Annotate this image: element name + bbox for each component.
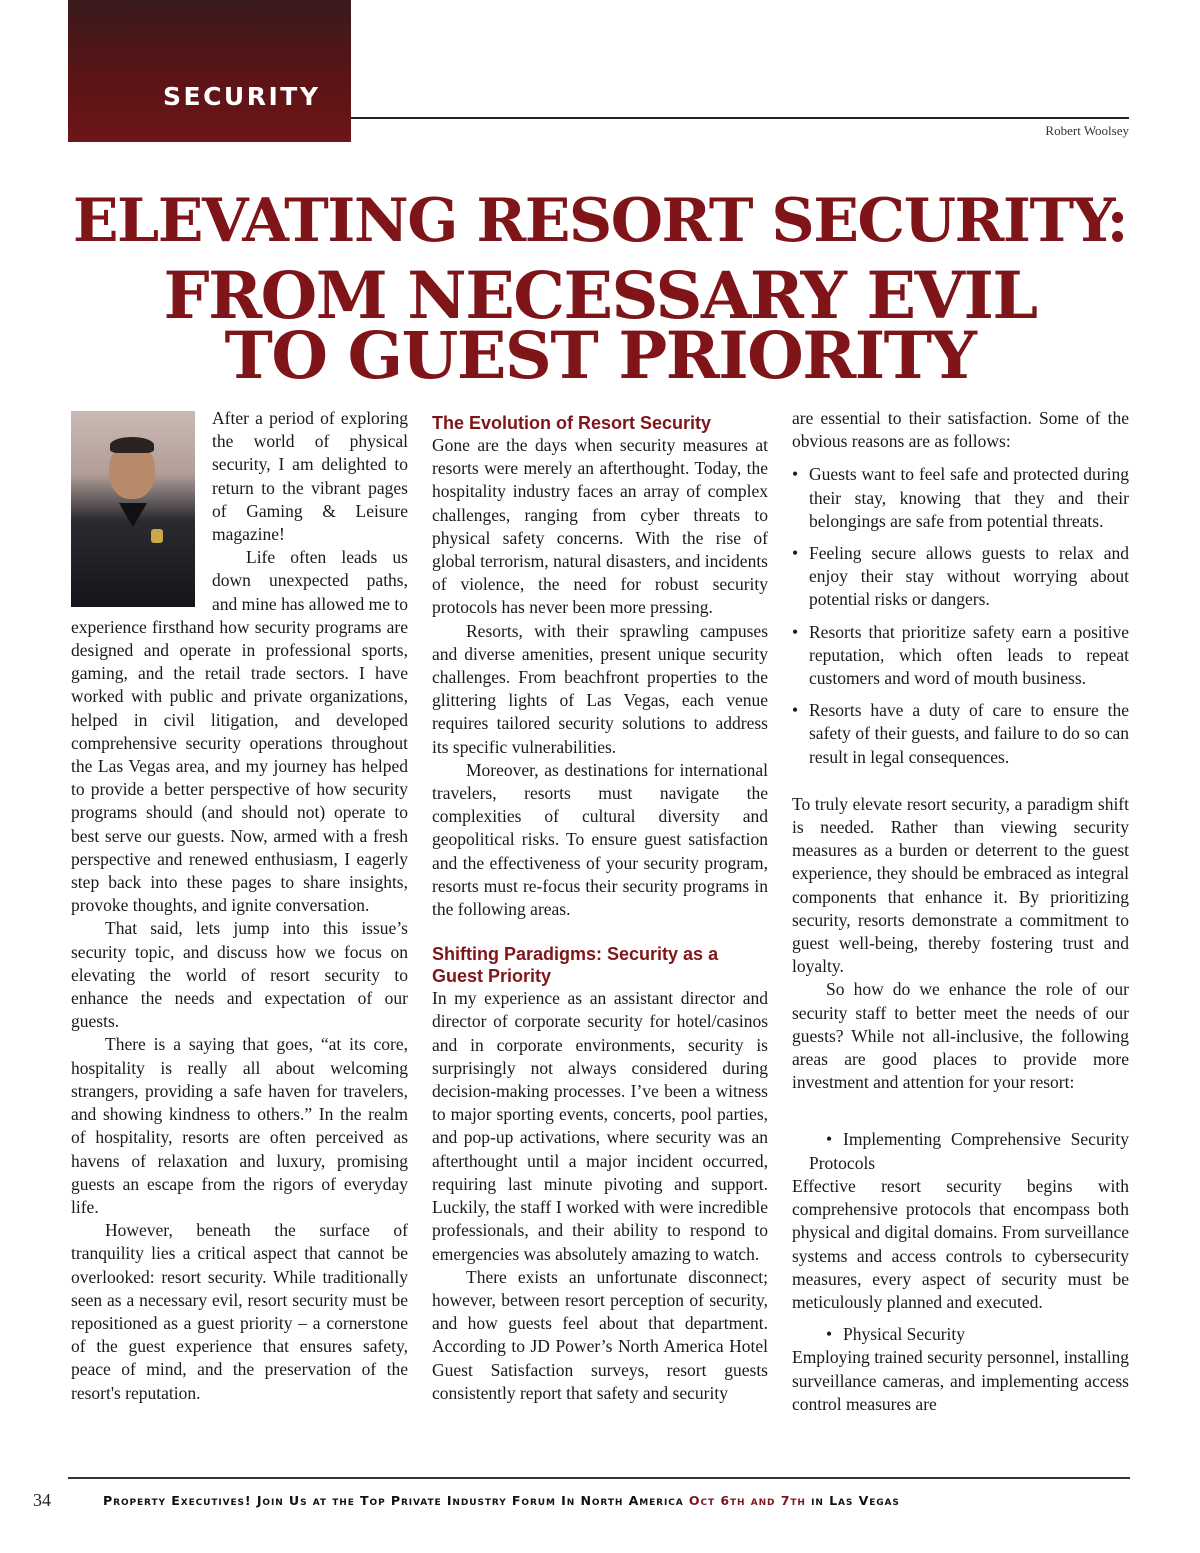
headline-line-2: FROM NECESSARY EVIL [163,258,1037,334]
list-item: • Guests want to feel safe and protected during their stay, knowing that they and their belongings are safe from potential threats. [792,463,1129,533]
spacer [792,1314,1129,1323]
spacer [792,778,1129,793]
paragraph: To truly elevate resort security, a paradigm shift is needed. Rather than viewing security measures as a burden or deterrent to the guest experience, they should be embraced as integral components that enhance it. By prioritizing security, resorts demonstrate a commitment to guest well-being, thereby fostering trust and loyalty. [792,793,1129,977]
paragraph: Resorts, with their sprawling campuses and diverse amenities, present unique security challenges. From beachfront properties to the glittering lights of Las Vegas, each venue requires tailored security solutions to address its specific vulnerabilities. [432,620,768,757]
footer-date: Oct 6th and 7th [688,1493,806,1508]
paragraph: So how do we enhance the role of our security staff to better meet the needs of our guests? While not all-inclusive, the following areas are good places to provide more investment and attention for your resort: [792,979,1129,1093]
photo-badge [151,529,163,543]
footer-rule [68,1477,1130,1479]
headline-line-3: TO GUEST PRIORITY [224,318,976,394]
photo-hair [110,437,154,453]
paragraph: Life often leads us down unexpected paths, and mine has allowed me to experience firsthand how security programs are designed and operate in professional sports, gaming, and the retail trade sectors. I have worked with public and private organizations, helped in civil litigation, and developed comprehensive security operations throughout the Las Vegas area, and my journey has helped to provide a better perspective of how security programs should (and should not) operate to best serve our guests. Now, armed with a fresh perspective and renewed enthusiasm, I eagerly step back into these pages to share insights, provoke thoughts, and ignite conversation. [71,547,408,916]
spacer [792,1094,1129,1128]
list-item: • Resorts that prioritize safety earn a positive reputation, which often leads to repeat customers and word of mouth business. [792,621,1129,691]
paragraph: Gone are the days when security measures at resorts were merely an afterthought. Today, the hospitality industry faces an array of complex challenges, ranging from cyber threats to physical safety concerns. With the rise of global terrorism, natural disasters, and incidents of violence, the need for robust security protocols has never been more pressing. [432,435,768,618]
reasons-list [792,463,1129,768]
item-heading-protocols: • Implementing Comprehensive Security Protocols [792,1128,1129,1174]
photo-collar [119,503,147,527]
paragraph: In my experience as an assistant director and director of corporate security for hotel/casinos and in corporate environments, security is surprisingly not always considered during decision-making processes. I’ve been a witness to major sporting events, concerts, pool parties, and pop-up activations, where security was an afterthought until a major incident occurred, requiring last minute pivoting and support. Luckily, the staff I worked with were incredible professionals, and their ability to respond to emergencies was absolutely amazing to watch. [432,988,768,1264]
article-column-1 [71,407,408,1405]
paragraph: are essential to their satisfaction. Some of the obvious reasons are as follows: [792,408,1129,452]
page-number: 34 [33,1490,51,1510]
paragraph: Employing trained security personnel, installing surveillance cameras, and implementing access control measures are [792,1347,1129,1414]
paragraph: That said, lets jump into this issue’s security topic, and discuss how we focus on elevating the world of resort security to enhance the needs and expectation of our guests. [71,918,408,1032]
paragraph: After a period of exploring the world of physical security, I am delighted to return to the vibrant pages of Gaming & Leisure magazine! [212,408,408,545]
subheading-shifting-paradigms: Shifting Paradigms: Security as a Guest Priority [432,944,719,987]
footer-text: Property Executives! Join Us at the Top Private Industry Forum In North America [103,1493,689,1508]
author-photo [71,411,195,607]
footer-banner [103,1493,900,1508]
paragraph: Moreover, as destinations for international travelers, resorts must navigate the complexities of cultural diversity and geopolitical risks. To ensure guest satisfaction and the effectiveness of your security program, resorts must re-focus their security programs in the following areas. [432,759,768,920]
paragraph: However, beneath the surface of tranquility lies a critical aspect that cannot be overlooked: resort security. While traditionally seen as a necessary evil, resort security must be repositioned as a guest priority – a cornerstone of the guest experience that ensures safety, peace of mind, and the preservation of the resort's reputation. [71,1220,408,1403]
subheading-evolution: The Evolution of Resort Security [432,413,712,433]
paragraph: There is a saying that goes, “at its core, hospitality is really all about welcoming strangers, providing a safe haven for travelers, and showing kindness to others.” In the realm of hospitality, resorts are often perceived as havens of relaxation and luxury, promising guests an escape from the rigors of everyday life. [71,1034,408,1217]
item-heading-physical-security: • Physical Security [792,1323,1129,1346]
article-column-2 [432,412,768,1405]
paragraph: Effective resort security begins with comprehensive protocols that encompass both physical and digital domains. From surveillance systems and access controls to cybersecurity measures, every aspect of security must be meticulously planned and executed. [792,1175,1129,1312]
list-item: • Feeling secure allows guests to relax and enjoy their stay without worrying about potential risks or dangers. [792,542,1129,612]
author-byline: Robert Woolsey [1045,123,1129,138]
section-label: SECURITY [163,82,321,111]
headline-line-1: ELEVATING RESORT SECURITY: [72,186,1128,256]
paragraph: There exists an unfortunate disconnect; however, between resort perception of security, and how guests feel about that department. According to JD Power’s North America Hotel Guest Satisfaction surveys, resort guests consistently report that safety and security [432,1266,768,1403]
footer-location: in Las Vegas [805,1493,900,1508]
section-tab [68,0,351,142]
header-rule [351,117,1129,119]
article-column-3 [792,407,1129,1416]
list-item: • Resorts have a duty of care to ensure the safety of their guests, and failure to do so can result in legal consequences. [792,699,1129,769]
